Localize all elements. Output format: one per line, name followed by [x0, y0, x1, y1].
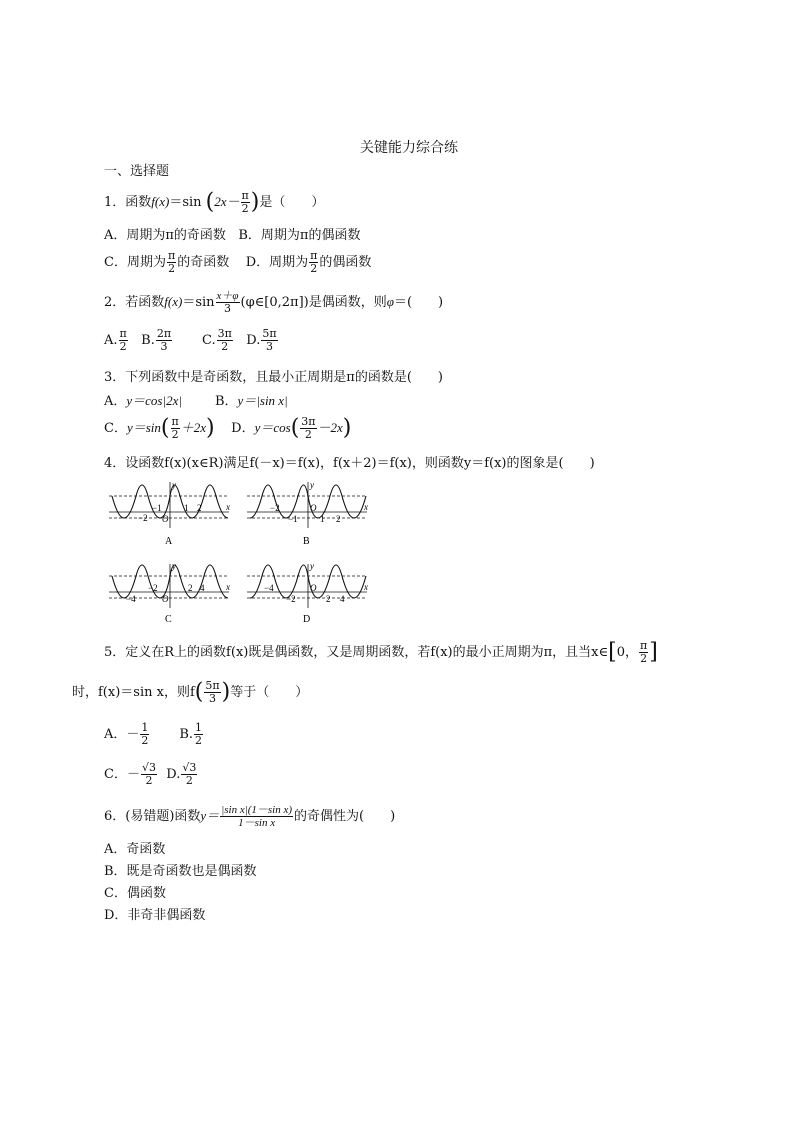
q3-options-ab: A．y＝cos|2x| B．y＝|sin x|: [104, 393, 288, 409]
q4-graphs: [104, 480, 384, 630]
graph-b-y-label: y: [310, 480, 314, 490]
q1-option-a: A．周期为π的奇函数: [104, 228, 226, 243]
graph-c-y-label: y: [172, 561, 176, 571]
graph-c-tick-3: 2: [188, 583, 193, 593]
graph-b-letter: B: [303, 536, 310, 547]
q6-stem: 6．(易错题)函数y＝ $\frac{\text{|sin x|(1－sin x)}}{\text{1－sin x}}$ 的奇偶性为( ): [104, 804, 396, 829]
graph-a-tick-1: −2: [138, 513, 148, 523]
graph-d-origin: O: [310, 583, 317, 593]
graph-d: [247, 561, 368, 625]
q6-option-c: C．偶函数: [104, 886, 166, 901]
graph-a-origin: O: [162, 514, 169, 524]
graph-b-origin: O: [310, 503, 317, 513]
graph-d-tick-2: −2: [286, 594, 296, 604]
q5-options-ab: A．－ $\frac{1}{2}$ B. $\frac{1}{2}$: [104, 721, 203, 747]
q5-line1: 5．定义在R上的函数f(x)既是偶函数，又是周期函数，若f(x)的最小正周期为π，且当x∈[0， $\frac{\pi}{2}$ ]: [104, 639, 658, 665]
graph-c-x-label: x: [226, 582, 230, 592]
q1-option-d: D．周期为: [245, 255, 309, 270]
graph-d-tick-3: 2: [326, 594, 331, 604]
graph-b-tick-2: −1: [288, 514, 298, 524]
graph-b-x-label: x: [364, 502, 368, 512]
q2-options: A. $\frac{\pi}{2}$ B. $\frac{2\pi}{3}$ C. $\frac{3\pi}{2}$ D. $\frac{5\pi}{3}$: [104, 327, 277, 353]
graph-a: [109, 480, 230, 547]
graph-d-y-label: y: [310, 561, 314, 571]
q2-stem: 2．若函数f(x)＝sin $\frac{x+\varphi}{3}$ (φ∈[0,2π])是偶函数，则φ＝( ): [104, 290, 444, 315]
graph-d-tick-4: 4: [340, 594, 345, 604]
q3-options-cd: C．y＝sin( $\frac{\pi}{2}$ ＋2x) D．y＝cos( $\frac{3\pi}{2}$ －2x): [104, 415, 352, 441]
graph-c-letter: C: [165, 614, 172, 625]
graph-b-tick-4: 2: [336, 514, 341, 524]
graph-c-tick-1: −4: [126, 594, 136, 604]
q1-option-c: C．周期为: [104, 255, 166, 270]
graph-a-tick-2: −1: [152, 503, 162, 513]
graph-b: [247, 480, 368, 547]
q6-option-b: B．既是奇函数也是偶函数: [104, 864, 257, 879]
graph-c-tick-2: −2: [148, 583, 158, 593]
graph-b-tick-3: 1: [320, 514, 325, 524]
q5-line2: 时，f(x)＝sin x，则f( $\frac{5\pi}{3}$ )等于（ ）: [72, 679, 309, 705]
graph-a-letter: A: [165, 536, 173, 547]
graph-b-tick-1: −2: [270, 503, 280, 513]
graph-a-y-label: y: [172, 480, 176, 490]
graph-d-letter: D: [303, 614, 311, 625]
q5-options-cd: C．－ $\frac{√3}{2}$ D. $\frac{√3}{2}$: [104, 761, 197, 787]
graph-a-tick-3: 1: [184, 503, 189, 513]
q1-options-cd: C．周期为 $\frac{\pi}{2}$ 的奇函数 D．周期为 $\frac{\pi}{2}$ 的偶函数: [104, 249, 372, 275]
q1-stem: 1．函数f(x)＝sin (2x－ $\frac{\pi}{2}$ )是（ ）: [104, 189, 325, 215]
q1-option-b: B．周期为π的偶函数: [238, 228, 361, 243]
graph-a-tick-4: 2: [197, 503, 202, 513]
page-title: 关键能力综合练: [360, 140, 458, 156]
graph-d-x-label: x: [364, 582, 368, 592]
q6-option-a: A．奇函数: [104, 842, 166, 857]
graph-c-origin: O: [162, 594, 169, 604]
q3-stem: 3．下列函数中是奇函数，且最小正周期是π的函数是( ): [104, 370, 443, 385]
graph-c-tick-4: 4: [200, 583, 205, 593]
q6-option-d: D．非奇非偶函数: [104, 908, 206, 923]
graph-c: [109, 561, 230, 625]
q1-options-ab: [104, 224, 360, 243]
graph-d-tick-1: −4: [264, 583, 274, 593]
q4-stem: 4．设函数f(x)(x∈R)满足f(－x)＝f(x)，f(x＋2)＝f(x)，则函数y＝f(x)的图象是( ): [104, 456, 595, 471]
section-heading: 一、选择题: [104, 164, 170, 179]
graph-a-x-label: x: [226, 502, 230, 512]
